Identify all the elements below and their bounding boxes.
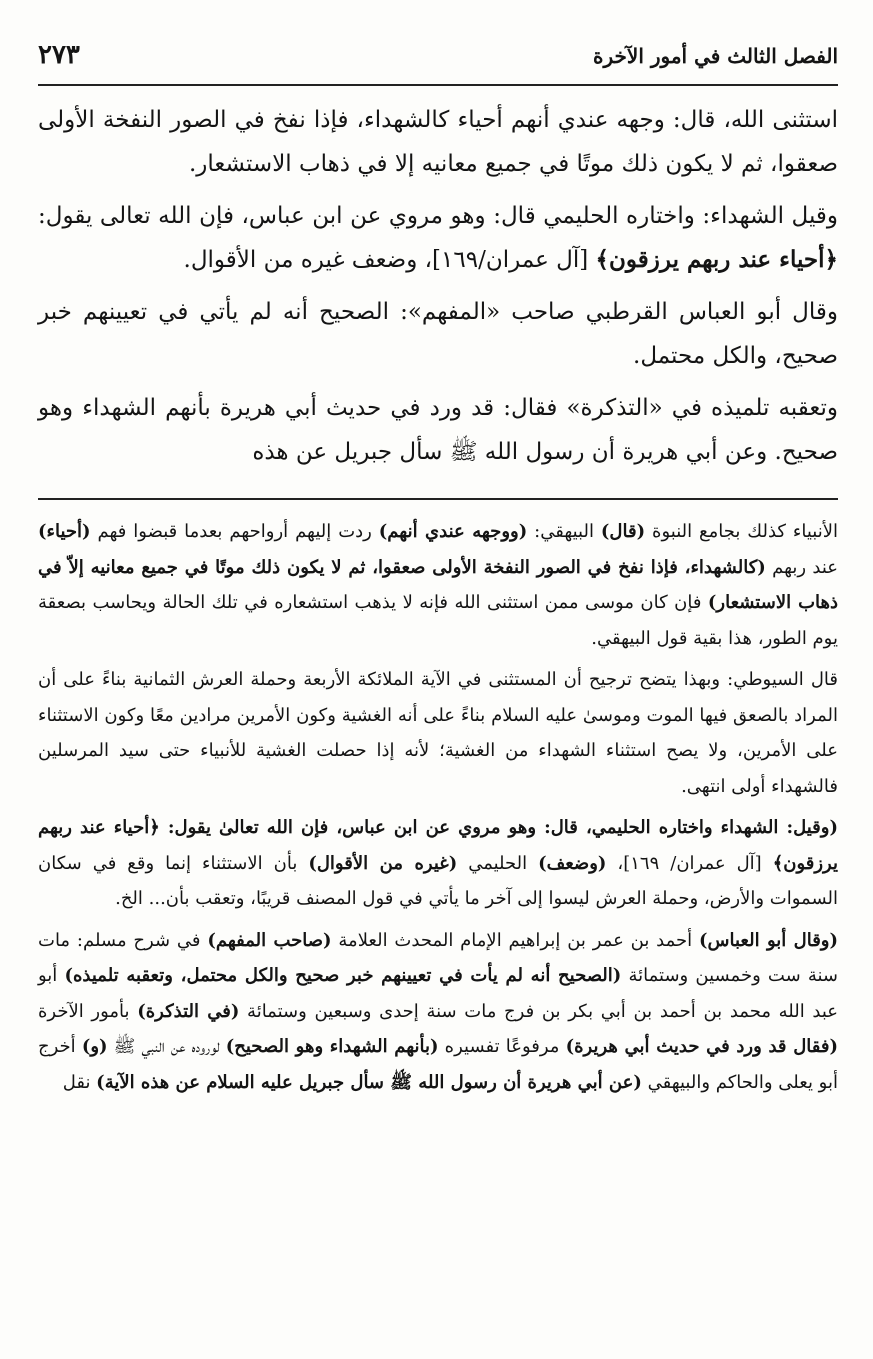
bold-segment: (ووجهه عندي أنهم) [378,521,528,542]
text-segment: وتعقبه تلميذه في «التذكرة» فقال: قد ورد في حديث أبي هريرة بأنهم الشهداء وهو صحيح. وعن أبي هريرة أن رسول الله ﷺ سأل جبريل عن هذه [38,395,838,465]
text-segment: نقل [62,1071,97,1093]
page-number: ٢٧٣ [38,40,80,70]
bold-segment: (عن أبي هريرة أن رسول الله ﷺ سأل جبريل عليه السلام عن هذه الآية) [96,1071,642,1093]
bold-segment: (في التذكرة) [137,1000,240,1022]
text-segment: [آل عمران/١٦٩]، وضعف غيره من الأقوال. [183,247,596,273]
commentary-notes [38,514,838,1100]
note-paragraph [38,514,838,656]
bold-segment: (غيره من الأقوال) [308,852,458,874]
main-text [38,98,838,474]
footnote-divider [38,498,838,500]
book-page [38,40,838,1106]
text-segment: فإن كان موسى ممن استثنى الله فإنه لا يذهب استشعاره في تلك الحالة ويحاسب بصعقة يوم الطور، هذا بقية قول البيهقي. [38,592,838,649]
bold-segment: (و) [81,1036,108,1057]
bold-segment: (أحياء) [38,521,91,542]
bold-segment: (بأنهم الشهداء وهو الصحيح) [225,1036,439,1057]
text-segment: بأمور الآخرة [38,1000,138,1022]
bold-segment: ﴿أحياء عند ربهم يرزقون﴾ [595,246,838,273]
text-segment: [آل عمران/ ١٦٩]، [606,852,773,874]
note-paragraph [38,810,838,917]
chapter-title: الفصل الثالث في أمور الآخرة [593,44,838,68]
text-segment: قال السيوطي: وبهذا يتضح ترجيح أن المستثنى في الآية الملائكة الأربعة وحملة العرش الثمانية بناءً على أن المراد بالصعق فيها الموت وموسىٰ عليه السلام بناءً على أنه الغشية وكون الأمرين مرادين معًا وكون الاستثناء على الأمرين، ولا يصح استثناء الشهداء من الغشية؛ لأنه إذا حصلت الغشية للأنبياء حتى سيد المرسلين فالشهداء أولى انتهى. [38,669,838,797]
text-segment: أحمد بن عمر بن إبراهيم الإمام المحدث العلامة [331,929,699,951]
text-segment: استثنى الله، قال: وجهه عندي أنهم أحياء كالشهداء، فإذا نفخ في الصور النفخة الأولى صعقوا، ثم لا يكون ذلك موتًا في جميع معانيه إلا في ذهاب الاستشعار. [38,107,838,177]
note-paragraph [38,923,838,1101]
text-segment: وقال أبو العباس القرطبي صاحب «المفهم»: الصحيح أنه لم يأتي في تعيينهم خبر صحيح، والكل محتمل. [38,299,838,369]
bold-segment: (قال) [600,521,646,542]
text-segment: وقيل الشهداء: واختاره الحليمي قال: وهو مروي عن ابن عباس، فإن الله تعالى يقول: [38,203,838,229]
bold-segment: (الصحيح أنه لم يأت في تعيينهم خبر صحيح والكل محتمل، وتعقبه تلميذه) [64,965,622,986]
main-paragraph [38,194,838,282]
main-paragraph [38,290,838,378]
bold-segment: (وقال أبو العباس) [699,929,839,951]
bold-segment: (فقال قد ورد في حديث أبي هريرة) [565,1036,838,1057]
bold-segment: (كالشهداء، فإذا نفخ في الصور النفخة الأولى صعقوا، ثم لا يكون ذلك موتًا في جميع معانيه إلاّ في ذهاب الاستشعار) [38,556,839,613]
main-paragraph [38,98,838,186]
page-header [38,40,838,86]
text-segment: الأنبياء كذلك بجامع النبوة [645,521,838,542]
bold-segment: (صاحب المفهم) [207,929,332,951]
text-segment: أبو عبد الله محمد بن أحمد بن أبي بكر بن فرج مات سنة إحدى وسبعين وستمائة [38,965,838,1022]
text-segment: البيهقي: [527,521,601,542]
text-segment: لوروده عن النبي ﷺ [107,1036,226,1057]
text-segment: في شرح مسلم: مات سنة ست وخمسين وستمائة [38,929,838,986]
text-segment: بأن الاستثناء إنما وقع في سكان السموات والأرض، وحملة العرش ليسوا إلى آخر ما يأتي في قول المصنف قريبًا، وتعقب بأن... الخ. [38,852,838,909]
text-segment: ردت إليهم أرواحهم بعدما قبضوا فهم [90,521,379,542]
bold-segment: (وضعف) [538,852,607,874]
text-segment: عند ربهم [765,556,839,578]
text-segment: الحليمي [457,852,539,874]
main-paragraph [38,386,838,474]
note-paragraph [38,662,838,804]
text-segment: مرفوعًا تفسيره [438,1036,566,1057]
text-segment: أخرج أبو يعلى والحاكم والبيهقي [38,1036,838,1093]
bold-segment: (وقيل: الشهداء واختاره الحليمي، قال: وهو مروي عن ابن عباس، فإن الله تعالىٰ يقول: ﴿أحياء عند ربهم يرزقون﴾ [38,817,838,874]
